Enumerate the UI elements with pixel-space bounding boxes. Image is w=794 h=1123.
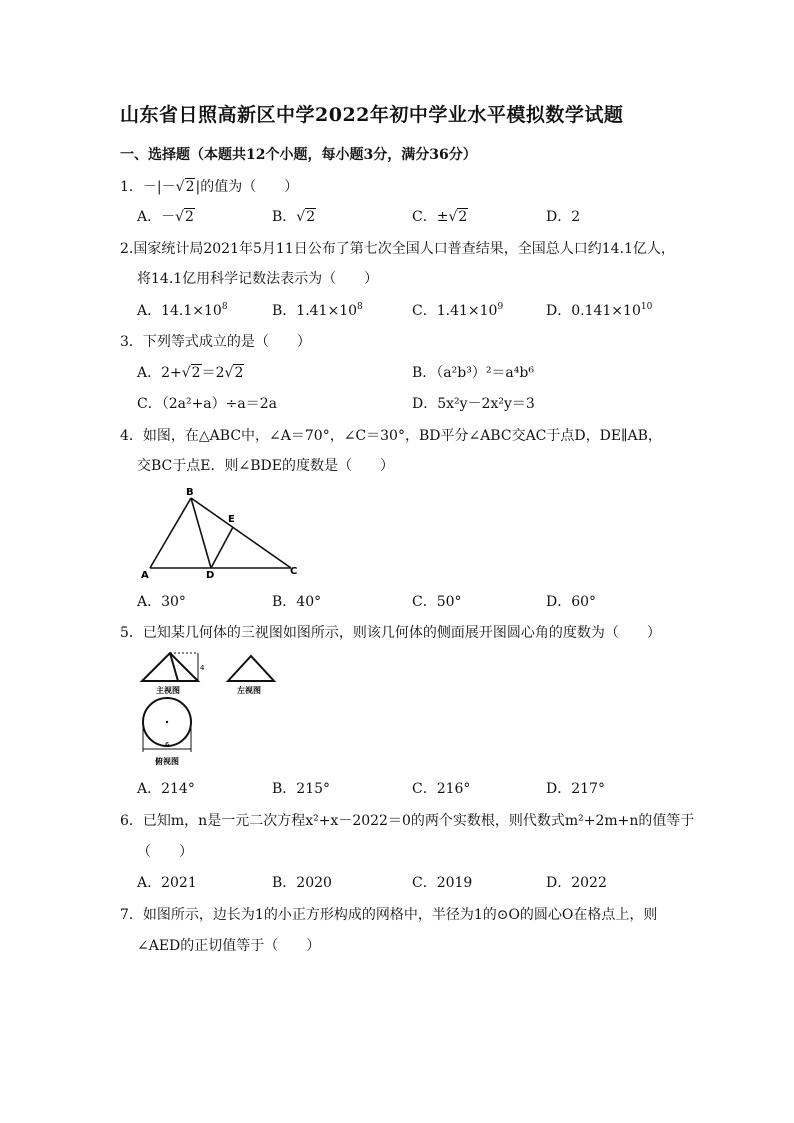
- q5-option-a[interactable]: A．214°: [137, 781, 195, 797]
- q4-option-b[interactable]: B．40°: [272, 594, 322, 610]
- label-d: D: [206, 570, 215, 580]
- left-view-label: 左视图: [237, 686, 261, 695]
- left-view-triangle: [228, 656, 274, 681]
- question-5-stem: 5．已知某几何体的三视图如图所示，则该几何体的侧面展开图圆心角的度数为（ ）: [120, 625, 661, 641]
- q2-option-d[interactable]: D．$0.141\times 10^{10}$: [546, 302, 653, 319]
- q1-option-b[interactable]: B．√2: [272, 209, 316, 225]
- q3-option-b[interactable]: B．（a²b³）²＝a⁴b⁶: [412, 365, 534, 381]
- page-title: 山东省日照高新区中学2022年初中学业水平模拟数学试题: [120, 104, 624, 126]
- q6-option-a[interactable]: A．2021: [137, 875, 197, 891]
- label-b: B: [186, 487, 194, 498]
- segment-de: [211, 527, 233, 568]
- q4-triangle-figure: [138, 484, 308, 580]
- question-6-line-2: （ ）: [137, 844, 193, 860]
- question-1-stem: 1．－|－√2|的值为（ ）: [120, 179, 299, 195]
- q4-option-d[interactable]: D．60°: [546, 594, 597, 610]
- q4-option-a[interactable]: A．30°: [137, 594, 186, 610]
- q6-option-c[interactable]: C．2019: [412, 875, 473, 891]
- q5-option-c[interactable]: C．216°: [412, 781, 471, 797]
- q4-option-c[interactable]: C．50°: [412, 594, 462, 610]
- question-2-line-1: 2.国家统计局2021年5月11日公布了第七次全国人口普查结果，全国总人口约14.1亿人，: [120, 241, 675, 257]
- front-view-label: 主视图: [156, 686, 180, 695]
- q5-option-d[interactable]: D．217°: [546, 781, 605, 797]
- q5-option-b[interactable]: B．215°: [272, 781, 331, 797]
- section-heading: 一、选择题（本题共12个小题，每小题3分，满分36分）: [120, 147, 477, 163]
- q2-option-a[interactable]: A．$14.1\times 10^8$: [137, 302, 228, 319]
- question-7-line-1: 7．如图所示，边长为1的小正方形构成的网格中，半径为1的⊙O的圆心O在格点上，则: [120, 907, 658, 923]
- q1-option-a[interactable]: A．－√2: [137, 209, 194, 225]
- segment-ab: [150, 498, 191, 568]
- question-2-line-2: 将14.1亿用科学记数法表示为（ ）: [137, 271, 379, 287]
- question-4-line-2: 交BC于点E．则∠BDE的度数是（ ）: [137, 458, 394, 474]
- q3-option-c[interactable]: C．（2a²+a）÷a＝2a: [137, 396, 277, 412]
- q2-option-c[interactable]: C．$1.41\times 10^9$: [412, 302, 504, 319]
- q6-option-b[interactable]: B．2020: [272, 875, 332, 891]
- segment-bd: [191, 498, 211, 568]
- q2-option-b[interactable]: B．$1.41\times 10^8$: [272, 302, 363, 319]
- label-a: A: [141, 570, 149, 580]
- top-view-label: 俯视图: [155, 757, 179, 766]
- label-e: E: [228, 514, 235, 525]
- q1-option-c[interactable]: C．±√2: [412, 209, 468, 225]
- q5-three-views-figure: [138, 648, 288, 772]
- segment-bc: [191, 498, 291, 568]
- label-c: C: [290, 566, 298, 577]
- q1-option-d[interactable]: D．2: [546, 209, 581, 225]
- q6-option-d[interactable]: D．2022: [546, 875, 607, 891]
- question-7-line-2: ∠AED的正切值等于（ ）: [137, 938, 321, 954]
- front-view-triangle: [142, 653, 198, 681]
- question-3-stem: 3．下列等式成立的是（ ）: [120, 334, 311, 350]
- top-view-diameter: 6: [165, 741, 170, 749]
- front-view-height: 4: [200, 664, 205, 672]
- question-4-line-1: 4．如图，在△ABC中，∠A＝70°，∠C＝30°，BD平分∠ABC交AC于点D，DE∥AB，: [120, 428, 662, 444]
- question-6-line-1: 6．已知m，n是一元二次方程x²+x－2022＝0的两个实数根，则代数式m²+2m+n的值等于: [120, 813, 695, 829]
- q3-option-d[interactable]: D．5x²y－2x²y＝3: [412, 396, 535, 412]
- q3-option-a[interactable]: A．2+√2＝2√2: [137, 365, 244, 381]
